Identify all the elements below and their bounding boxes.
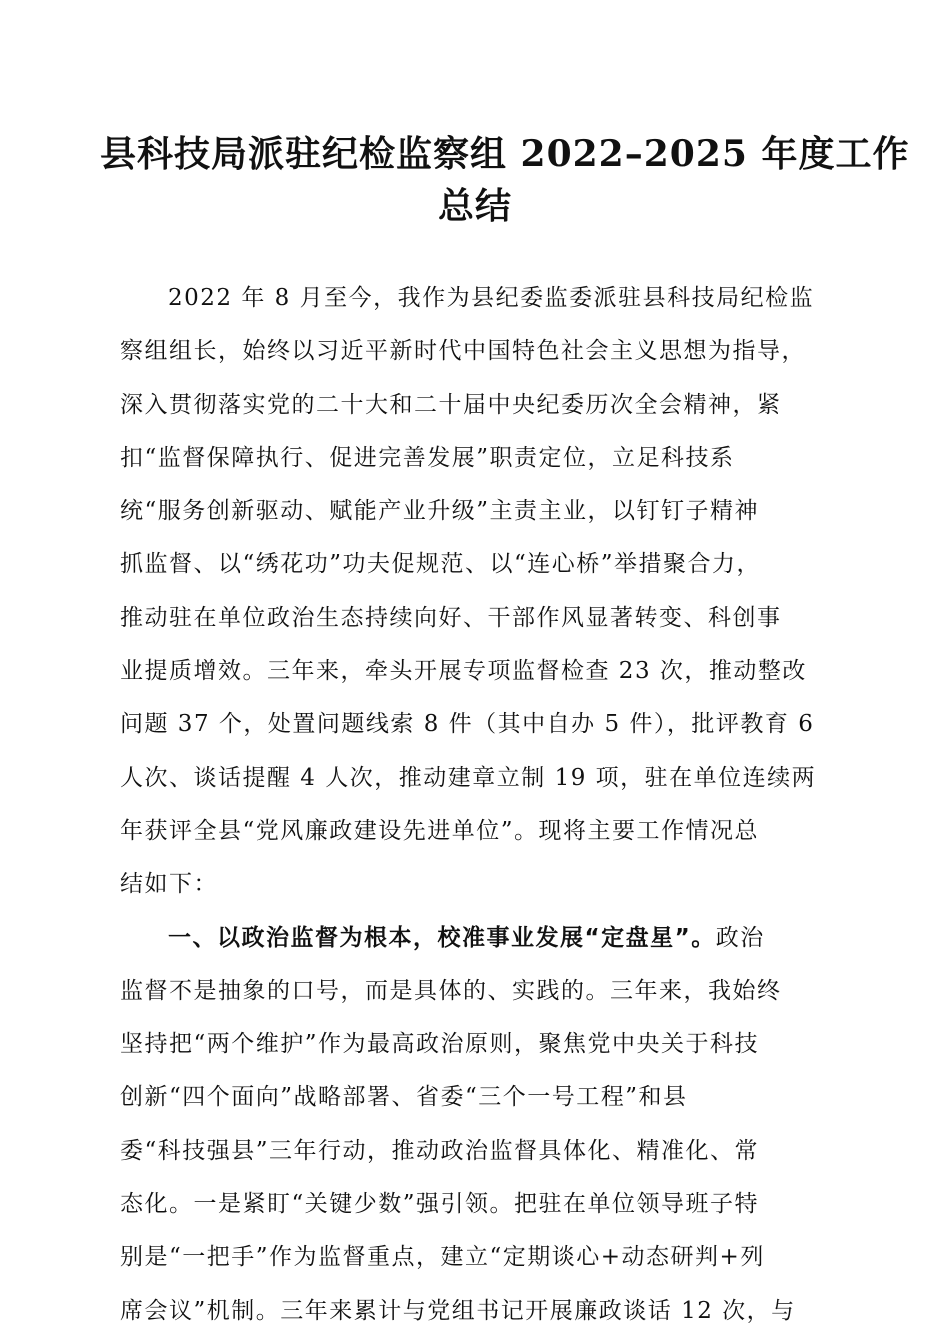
paragraph-line: 年获评全县“党风廉政建设先进单位”。现将主要工作情况总 [120,817,760,844]
paragraph-line: 结如下： [120,871,218,898]
paragraph-line: 扣“监督保障执行、促进完善发展”职责定位，立足科技系 [120,444,735,471]
section-heading-line [120,912,832,965]
paragraph-line: 委“科技强县”三年行动，推动政治监督具体化、精准化、常 [120,1137,760,1164]
paragraph-line: 别是“一把手”作为监督重点，建立“定期谈心+动态研判+列 [120,1244,765,1271]
paragraph-line: 抓监督、以“绣花功”功夫促规范、以“连心桥”举措聚合力， [120,551,762,578]
paragraph-line: 坚持把“两个维护”作为最高政治原则，聚焦党中央关于科技 [120,1031,760,1058]
paragraph-line: 统“服务创新驱动、赋能产业升级”主责主业，以钉钉子精神 [120,498,760,525]
title-line-1: 县科技局派驻纪检监察组 2022–2025 年度工作 [100,133,910,175]
paragraph-line: 席会议”机制。三年来累计与党组书记开展廉政谈话 12 次，与 [120,1297,796,1324]
paragraph-line: 创新“四个面向”战略部署、省委“三个一号工程”和县 [120,1084,688,1111]
document-body [120,272,832,1338]
paragraph-line: 察组组长，始终以习近平新时代中国特色社会主义思想为指导， [120,338,806,365]
paragraph-line: 推动驻在单位政治生态持续向好、干部作风显著转变、科创事 [120,604,782,631]
paragraph-line: 业提质增效。三年来，牵头开展专项监督检查 23 次，推动整改 [120,658,807,685]
section-heading: 一、以政治监督为根本，校准事业发展“定盘星”。 [168,924,716,951]
title-line-2: 总结 [437,185,512,227]
section-heading-tail: 政治 [715,924,765,951]
paragraph-line: 监督不是抽象的口号，而是具体的、实践的。三年来，我始终 [120,977,782,1004]
paragraph-line: 态化。一是紧盯“关键少数”强引领。把驻在单位领导班子特 [120,1191,760,1218]
paragraph-line: 人次、谈话提醒 4 人次，推动建章立制 19 项，驻在单位连续两 [120,764,817,791]
document-title [100,128,910,232]
paragraph-line: 深入贯彻落实党的二十大和二十届中央纪委历次全会精神，紧 [120,391,782,418]
paragraph-line: 问题 37 个，处置问题线索 8 件（其中自办 5 件），批评教育 6 [120,711,815,738]
paragraph-line: 2022 年 8 月至今，我作为县纪委监委派驻县科技局纪检监 [168,285,815,311]
